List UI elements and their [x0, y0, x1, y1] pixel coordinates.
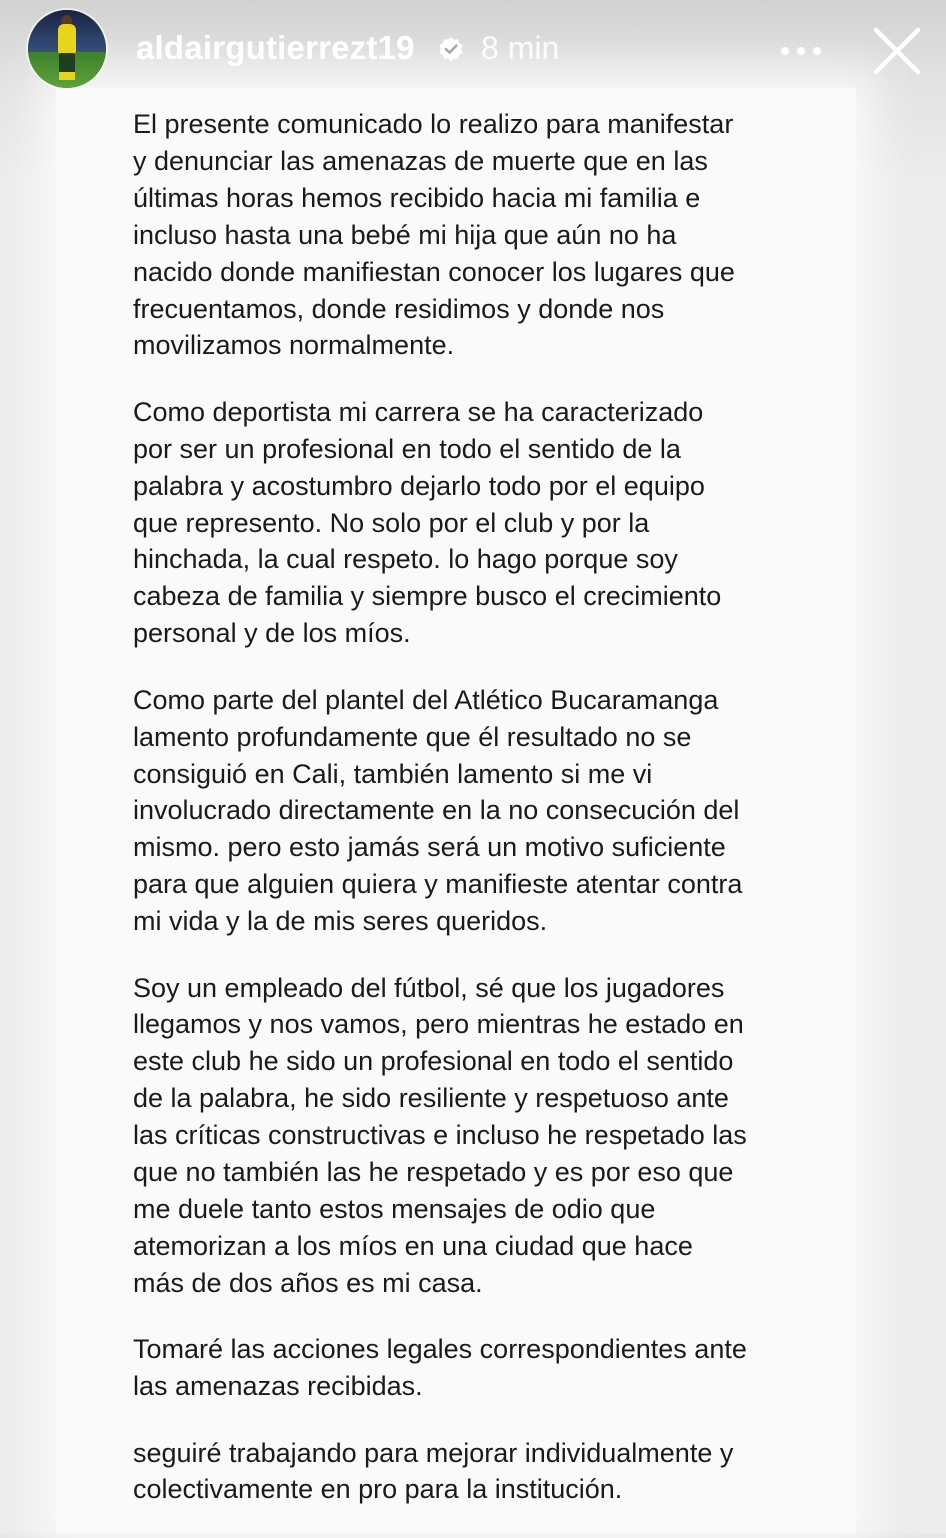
more-options-button[interactable] — [776, 30, 826, 70]
close-icon[interactable] — [870, 24, 924, 78]
statement-paragraph: El presente comunicado lo realizo para manifestar y denunciar las amenazas de muerte que en las últimas horas hemos recibido hacia mi familia e incluso hasta una bebé mi hija que aún no ha nacido donde manifiestan conocer los lugares que frecuentamos, donde residimos y donde nos movilizamos normalmente. — [133, 109, 735, 361]
statement-paragraph: Como parte del plantel del Atlético Bucaramanga lamento profundamente que él resultado no se consiguió en Cali, también lamento si me vi involucrado directamente en la no consecución del mismo. pero esto jamás será un motivo suficiente para que alguien quiera y manifieste atentar contra mi vida y la de mis seres queridos. — [133, 684, 743, 937]
username[interactable]: aldairgutierrezt19 — [136, 29, 415, 66]
more-options-icon — [781, 47, 789, 55]
story-header — [0, 0, 946, 100]
avatar-player-jersey — [58, 24, 76, 54]
statement-paragraph: Como deportista mi carrera se ha caracterizado por ser un profesional en todo el sentido de la palabra y acostumbro dejarlo todo por el equipo que represento. No solo por el club y por la hinchada, la cual respeto. lo hago porque soy cabeza de familia y siempre busco el crecimiento personal y de los míos. — [133, 396, 722, 649]
more-options-icon — [813, 47, 821, 55]
post-timestamp: 8 min — [481, 30, 560, 66]
statement-paragraph: Tomaré las acciones legales correspondientes ante las amenazas recibidas. — [133, 1334, 747, 1402]
verified-badge-icon — [438, 36, 464, 62]
more-options-icon — [797, 47, 805, 55]
statement-paragraph: seguiré trabajando para mejorar individualmente y colectivamente en pro para la institución. — [133, 1437, 734, 1505]
profile-avatar[interactable] — [28, 10, 106, 88]
statement-paragraph: Soy un empleado del fútbol, sé que los jugadores llegamos y nos vamos, pero mientras he estado en este club he sido un profesional en todo el sentido de la palabra, he sido resiliente y respetuoso ante las críticas constructivas e incluso he respetado las que no también las he respetado y es por eso que me duele tanto estos mensajes de odio que atemorizan a los míos en una ciudad que hace más de dos años es mi casa. — [133, 972, 747, 1298]
avatar-player-socks — [59, 72, 75, 80]
statement-text — [133, 106, 813, 1538]
